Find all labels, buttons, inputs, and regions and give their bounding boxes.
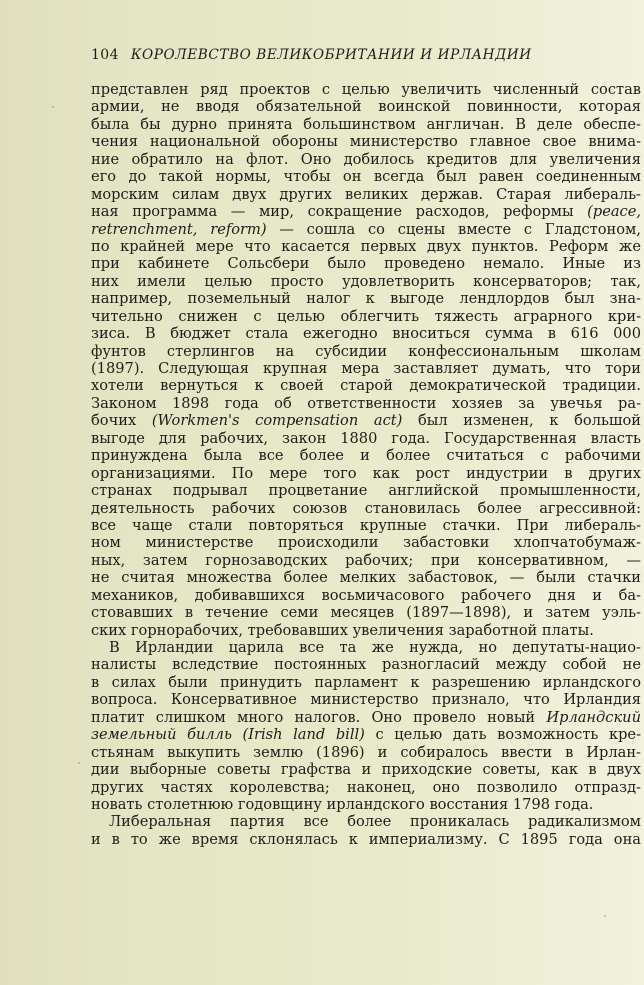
text-line: хотели вернуться к своей старой демократической традиции.: [91, 377, 641, 395]
text-line: ние обратило на флот. Оно добилось кредитов для увеличения: [91, 150, 641, 168]
text-run: бочих: [91, 412, 152, 430]
text-run: — сошла со сцены вместе с Гладстоном,: [266, 220, 641, 238]
text-line: них имели целью просто удовлетворить консерваторов; так,: [91, 272, 641, 290]
text-line: вопроса. Консервативное министерство признало, что Ирландия: [91, 691, 641, 709]
text-line: была бы дурно принята большинством англичан. В деле обеспе-: [91, 115, 641, 133]
text-line: его до такой нормы, чтобы он всегда был равен соединенным: [91, 168, 641, 186]
text-line: Либеральная партия все более проникалась радикализмом: [109, 813, 641, 831]
text-line: в силах были принудить парламент к разрешению ирландского: [91, 673, 641, 691]
scan-speck: [78, 762, 80, 764]
text-line: дии выборные советы графства и приходские советы, как в двух: [91, 761, 641, 779]
text-run: был изменен, к большой: [402, 412, 641, 430]
running-title: КОРОЛЕВСТВО ВЕЛИКОБРИТАНИИ И ИРЛАНДИИ: [130, 47, 532, 63]
text-line: по крайней мере что касается первых двух пунктов. Реформ же: [91, 237, 641, 255]
text-run: ная программа — мир, сокращение расходов, реформы: [91, 203, 588, 221]
text-line: ских горнорабочих, требовавших увеличения заработной платы.: [91, 621, 594, 639]
italic-term: (Workmen's compensation act): [151, 412, 403, 430]
text-line: не считая множества более мелких забастовок, — были стачки: [91, 569, 641, 587]
text-line: механиков, добивавшихся восьмичасового рабочего дня и ба-: [91, 586, 641, 604]
text-line: деятельность рабочих союзов становилась более агрессивной:: [91, 499, 641, 517]
italic-term: земельный билль (Irish land bill): [91, 726, 365, 744]
text-line: налисты вследствие постоянных разногласий между собой не: [91, 656, 641, 674]
text-line: ных, затем горнозаводских рабочих; при консервативном, —: [91, 551, 641, 569]
text-line: чения национальной обороны министерство главное свое внима-: [91, 133, 641, 151]
italic-term: (peace,: [587, 203, 641, 221]
running-head: [91, 47, 641, 69]
scan-speck: [52, 106, 54, 108]
text-line: [91, 221, 641, 238]
body-text: [91, 81, 641, 848]
text-line: [91, 412, 641, 429]
text-line: например, поземельный налог к выгоде лендлордов был зна-: [91, 290, 641, 308]
page-number: 104: [91, 47, 119, 63]
text-line: В Ирландии царила все та же нужда, но депутаты-нацио-: [109, 639, 641, 656]
text-line: чительно снижен с целью облегчить тяжесть аграрного кри-: [91, 307, 641, 325]
text-line: [91, 203, 641, 220]
italic-term: Ирландский: [546, 708, 641, 726]
text-run: с целью дать возможность кре-: [364, 726, 641, 744]
text-line: стьянам выкупить землю (1896) и собиралось ввести в Ирлан-: [91, 743, 641, 761]
italic-term: retrenchment, reform): [91, 220, 267, 238]
text-line: новать столетнюю годовщину ирландского восстания 1798 года.: [91, 795, 594, 813]
text-line: принуждена была все более и более считаться с рабочими: [91, 447, 641, 465]
text-line: ном министерстве происходили забастовки хлопчатобумаж-: [91, 534, 641, 552]
text-line: других частях королевства; наконец, оно позволило отпразд-: [91, 778, 641, 796]
text-line: стовавших в течение семи месяцев (1897—1898), и затем уэль-: [91, 604, 641, 622]
book-page: [91, 47, 641, 848]
text-line: армии, не вводя обязательной воинской повинности, которая: [91, 98, 641, 116]
text-line: все чаще стали повторяться крупные стачки. При либераль-: [91, 516, 641, 534]
text-line: организациями. По мере того как рост индустрии в других: [91, 464, 641, 482]
text-line: и в то же время склонялась к империализму. С 1895 года она: [91, 830, 641, 848]
text-line: представлен ряд проектов с целью увеличить численный состав: [91, 81, 641, 98]
text-line: выгоде для рабочих, закон 1880 года. Государственная власть: [91, 429, 641, 447]
text-line: [91, 709, 641, 726]
text-line: морским силам двух других великих держав. Старая либераль-: [91, 185, 641, 203]
text-line: (1897). Следующая крупная мера заставляет думать, что тори: [91, 360, 641, 377]
text-line: странах подрывал процветание английской промышленности,: [91, 482, 641, 500]
text-line: Законом 1898 года об ответственности хозяев за увечья ра-: [91, 394, 641, 412]
text-line: зиса. В бюджет стала ежегодно вноситься сумма в 616 000: [91, 325, 641, 343]
scan-speck: [604, 915, 606, 917]
text-run: платит слишком много налогов. Оно провело новый: [91, 708, 547, 726]
text-line: при кабинете Сольсбери было проведено немало. Иные из: [91, 255, 641, 273]
text-line: [91, 726, 641, 743]
text-line: фунтов стерлингов на субсидии конфессиональным школам: [91, 342, 641, 360]
